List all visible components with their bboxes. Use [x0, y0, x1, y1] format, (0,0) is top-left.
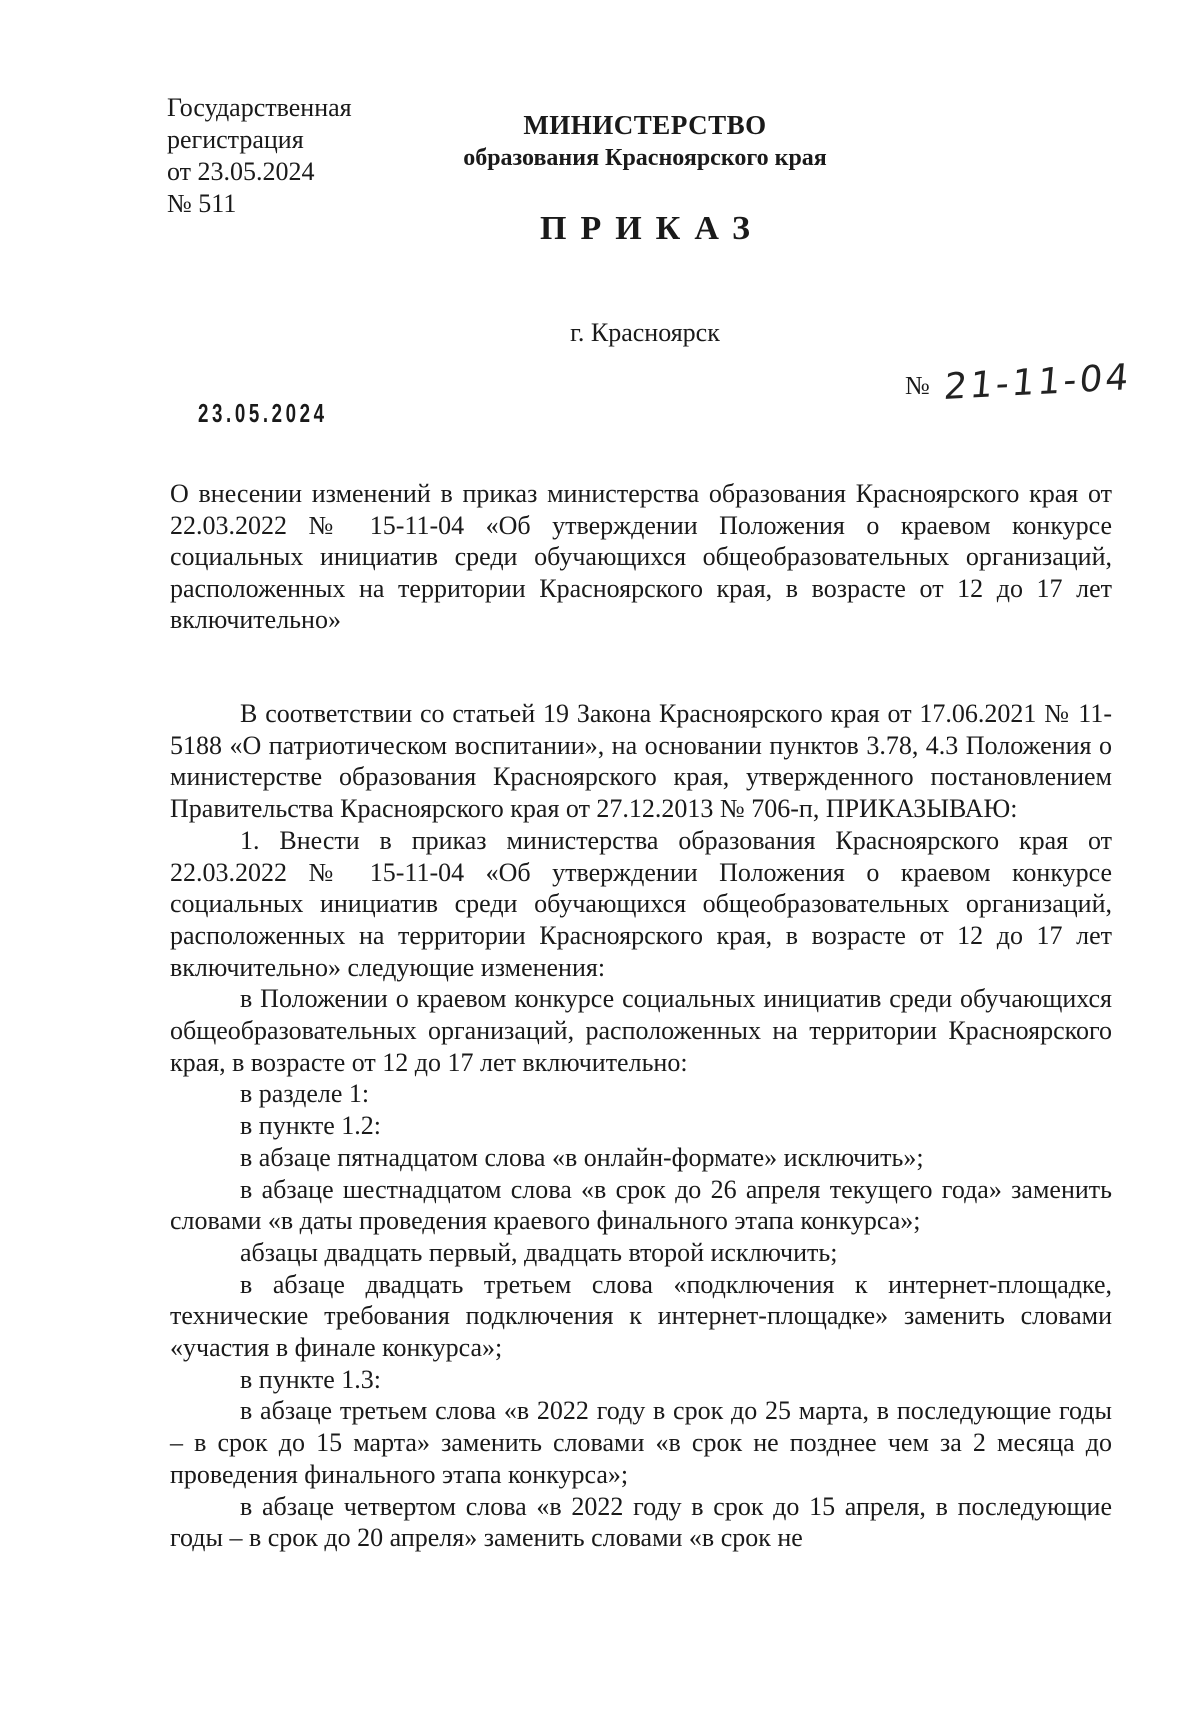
ministry-header [400, 108, 890, 174]
ministry-title: МИНИСТЕРСТВО [523, 110, 767, 140]
number-sign: № [905, 371, 930, 400]
document-subject: О внесении изменений в приказ министерства образования Красноярского края от 22.03.2022 № 15-11-04 «Об утверждении Положения о краевом конкурсе социальных инициатив среди обучающихся общеобразовательных организаций, расположенных на территории Красноярского края, в возрасте от 12 до 17 лет включительно» [170, 479, 1112, 634]
document-body [170, 698, 1112, 1554]
ministry-subtitle: образования Красноярского края [463, 145, 827, 171]
registration-date: от 23.05.2024 [167, 157, 315, 186]
paragraph: в пункте 1.2: [240, 1111, 382, 1141]
paragraph: в абзаце четвертом слова «в 2022 году в срок до 15 апреля, в последующие годы – в срок до 20 апреля» заменить словами «в срок не [170, 1491, 1112, 1553]
order-number [905, 356, 1133, 409]
registration-block [167, 92, 352, 220]
paragraph: в Положении о краевом конкурсе социальных инициатив среди обучающихся общеобразовательных организаций, расположенных на территории Красноярского края, в возрасте от 12 до 17 лет включительно: [170, 984, 1112, 1077]
paragraph: абзацы двадцать первый, двадцать второй исключить; [240, 1237, 838, 1267]
order-number-handwritten: 21-11-04 [942, 356, 1133, 409]
order-date-stamp: 23.05.2024 [198, 398, 328, 428]
registration-line-2: регистрация [167, 125, 304, 154]
paragraph: в разделе 1: [240, 1079, 370, 1109]
paragraph: в абзаце шестнадцатом слова «в срок до 26 апреля текущего года» заменить словами «в даты проведения краевого финального этапа конкурса»; [170, 1174, 1112, 1236]
registration-line-1: Государственная [167, 93, 352, 122]
paragraph-item-1: 1. Внести в приказ министерства образования Красноярского края от 22.03.2022 № 15-11-04 «Об утверждении Положения о краевом конкурсе социальных инициатив среди обучающихся общеобразовательных организаций, расположенных на территории Красноярского края, в возрасте от 12 до 17 лет включительно» следующие изменения: [170, 825, 1112, 982]
paragraph: в пункте 1.3: [240, 1364, 382, 1394]
paragraph: в абзаце третьем слова «в 2022 году в срок до 25 марта, в последующие годы – в срок до 15 марта» заменить словами «в срок не позднее чем за 2 месяца до проведения финального этапа конкурса»; [170, 1396, 1112, 1489]
city-line: г. Красноярск [570, 318, 720, 347]
registration-number: № 511 [167, 189, 237, 218]
paragraph: в абзаце пятнадцатом слова «в онлайн-формате» исключить»; [240, 1142, 924, 1172]
paragraph-preamble: В соответствии со статьей 19 Закона Красноярского края от 17.06.2021 № 11-5188 «О патриотическом воспитании», на основании пунктов 3.78, 4.3 Положения о министерстве образования Красноярского края, утвержденного постановлением Правительства Красноярского края от 27.12.2013 № 706-п, ПРИКАЗЫВАЮ: [170, 699, 1112, 824]
document-type-title: ПРИКАЗ [540, 210, 764, 247]
paragraph: в абзаце двадцать третьем слова «подключения к интернет-площадке, технические требования подключения к интернет-площадке» заменить словами «участия в финале конкурса»; [170, 1269, 1112, 1363]
